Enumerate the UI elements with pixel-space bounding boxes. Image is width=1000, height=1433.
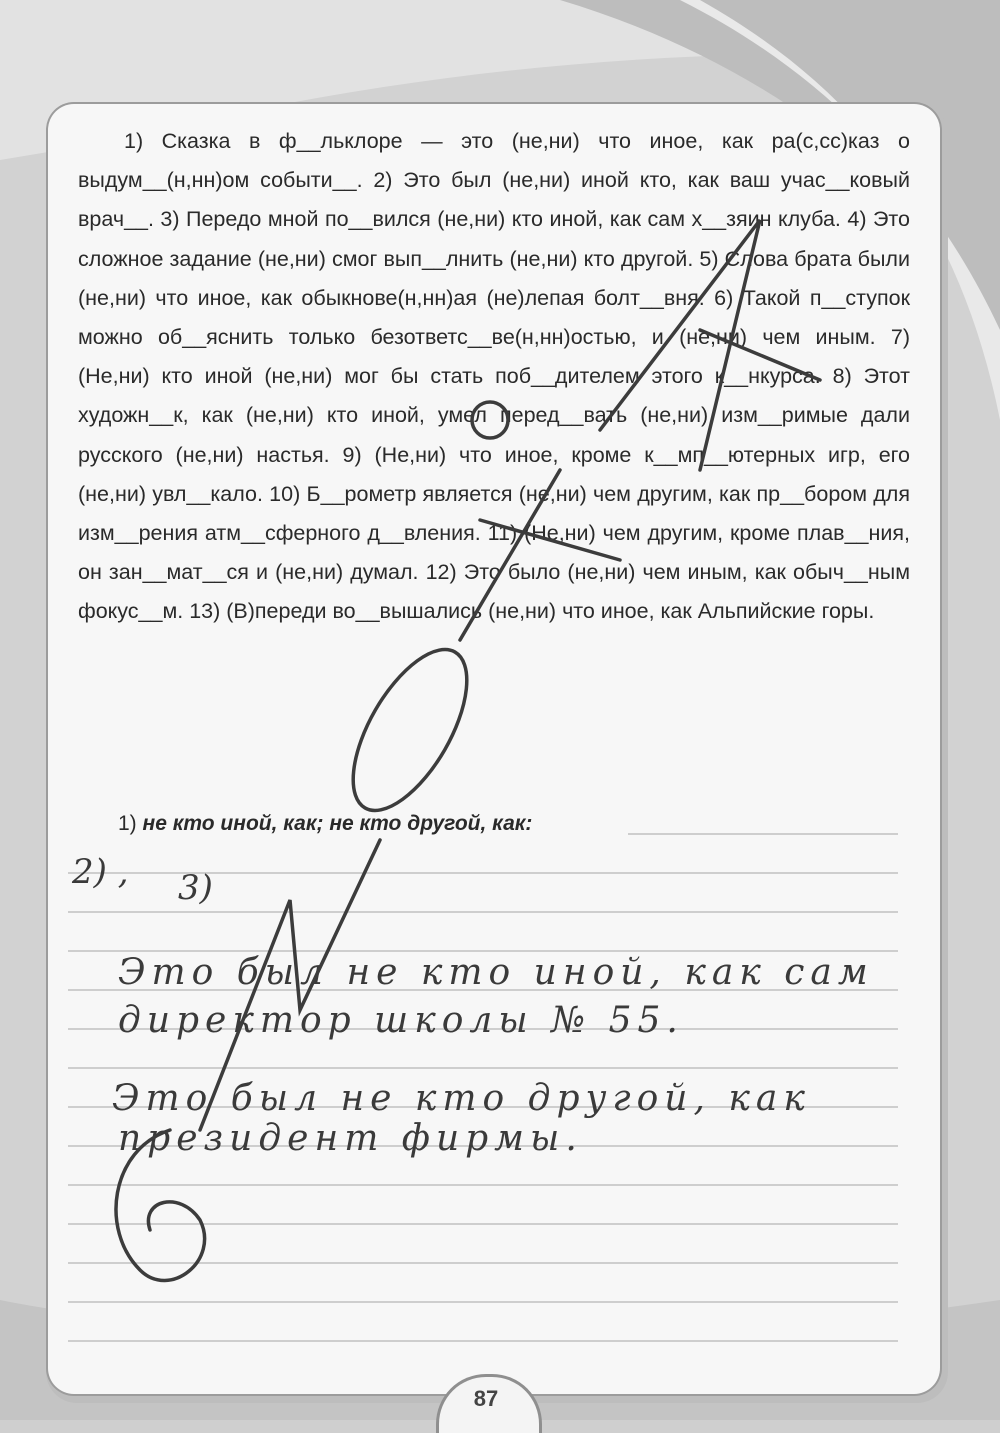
exercise-text <box>78 122 910 632</box>
handwritten-line-4: президент фирмы. <box>118 1118 583 1159</box>
handwritten-line-3: Это был не кто другой, как <box>112 1078 811 1119</box>
answer-number: 1) <box>118 812 137 835</box>
handwritten-line-2: директор школы № 55. <box>118 1000 684 1041</box>
answer-heading <box>118 806 898 842</box>
handwritten-line-1: Это был не кто иной, как сам <box>118 952 874 993</box>
handwritten-number-3: 3) <box>178 868 213 908</box>
page-number: 87 <box>473 1386 499 1411</box>
answer-prompt: не кто иной, как; не кто другой, как: <box>142 812 533 835</box>
exercise-paragraph: 1) Сказка в ф__льклоре — это (не,ни) что иное, как ра(с,сс)каз о выдум__(н,нн)ом событи__. 2) Это был (не,ни) иной кто, как ваш учас__ковый врач__. 3) Передо мной по__вился (не,ни) кто иной, как сам х__зяин клуба. 4) Это сложное задание (не,ни) смог вып__лнить (не,ни) кто другой. 5) Слова брата были (не,ни) что иное, как обыкнове(н,нн)ая (не)лепая болт__вня. 6) Такой п__ступок можно об__яснить только безответс__ве(н,нн)остью, и (не,ни) чем иным. 7) (Не,ни) кто иной (не,ни) мог бы стать поб__дителем этого к__нкурса. 8) Этот художн__к, как (не,ни) кто иной, умел перед__вать (не,ни) изм__римые дали русского (не,ни) настья. 9) (Не,ни) что иное, кроме к__мп__ютерных игр, его (не,ни) увл__кало. 10) Б__рометр является (не,ни) чем другим, как пр__бором для изм__рения атм__сферного д__вления. 11) (Не,ни) чем другим, кроме плав__ния, он зан__мат__ся и (не,ни) думал. 12) Это было (не,ни) чем иным, как обыч__ным фокус__м. 13) (В)переди во__вышались (не,ни) что иное, как Альпийские горы. <box>78 129 910 624</box>
handwritten-number-2: 2) , <box>72 852 129 892</box>
